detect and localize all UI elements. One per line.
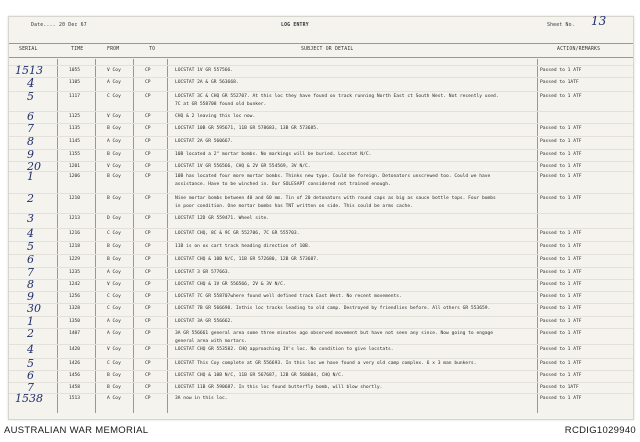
row-divider: [9, 358, 633, 359]
from-cell: B Coy: [107, 385, 121, 390]
serial-number: 8: [27, 135, 34, 148]
serial-number: 4: [27, 76, 35, 90]
action-cell: Passed to 1 ATF: [540, 396, 582, 401]
to-cell: CP: [145, 114, 151, 119]
serial-number: 6: [27, 369, 34, 382]
from-cell: A Coy: [107, 139, 121, 144]
col-subject: SUBJECT OR DETAIL: [301, 47, 354, 52]
from-cell: A Coy: [107, 396, 121, 401]
subject-cell-continued: in poor condition. One mortar bombs has TNT written on side. This could be arms cache.: [175, 204, 413, 209]
serial-number: 1538: [15, 392, 43, 405]
subject-cell: LOCSTAT 12D GR 559471. Wheel site.: [175, 216, 270, 221]
time-cell: 1242: [69, 282, 81, 287]
from-cell: A Coy: [107, 319, 121, 324]
date-label: Date....: [31, 23, 56, 28]
action-cell: Passed to 1 ATF: [540, 126, 582, 131]
serial-number: 5: [27, 357, 34, 370]
action-cell: Passed to 1ATF: [540, 385, 579, 390]
from-cell: C Coy: [107, 94, 121, 99]
from-cell: B Coy: [107, 174, 121, 179]
action-cell: Passed to 1 ATF: [540, 361, 582, 366]
subject-cell-continued: 7C at GR 558708 found old bunker.: [175, 102, 267, 107]
col-divider: [167, 59, 168, 413]
serial-number: 9: [27, 148, 34, 161]
row-divider: [9, 303, 633, 304]
subject-cell: LOCSTAT 3A GR 556662.: [175, 319, 234, 324]
to-cell: CP: [145, 216, 151, 221]
from-cell: B Coy: [107, 244, 121, 249]
time-cell: 1210: [69, 196, 81, 201]
subject-cell: LOCSTAT 1V GR 556566, CHQ & 2V GR 554569, 3V N/C.: [175, 164, 311, 169]
subject-cell-continued: assistance. Have to be winched in. Our SOLESAPT considered not trained enough.: [175, 182, 391, 187]
serial-number: 4: [27, 227, 34, 240]
from-cell: V Coy: [107, 282, 121, 287]
to-cell: CP: [145, 294, 151, 299]
action-cell: Passed to 1 ATF: [540, 373, 582, 378]
from-cell: C Coy: [107, 361, 121, 366]
serial-number: 5: [27, 90, 34, 103]
action-cell: Passed to 1 ATF: [540, 347, 582, 352]
time-cell: 1407: [69, 331, 81, 336]
subject-cell: LOCSTAT 7B GR 566698. Inthis loc tracks leading to old camp. Destroyed by friendlies before. All others GR 553659.: [175, 306, 491, 311]
time-cell: 1105: [69, 80, 81, 85]
subject-cell: LOCSTAT 2A & GR 563668.: [175, 80, 239, 85]
row-divider: [9, 213, 633, 214]
to-cell: CP: [145, 68, 151, 73]
serial-number: 30: [27, 302, 41, 315]
serial-number: 4: [27, 343, 34, 356]
to-cell: CP: [145, 152, 151, 157]
action-cell: Passed to 1 ATF: [540, 294, 582, 299]
action-cell: Passed to 1 ATF: [540, 319, 582, 324]
row-divider: [9, 123, 633, 124]
row-divider: [9, 393, 633, 394]
form-title: LOG ENTRY: [281, 23, 309, 28]
from-cell: B Coy: [107, 373, 121, 378]
from-cell: A Coy: [107, 331, 121, 336]
to-cell: CP: [145, 306, 151, 311]
subject-cell: 3A GR 556661 general area some three minutes ago observed movement but have not seen any since. Now going to engage: [175, 331, 494, 336]
to-cell: CP: [145, 80, 151, 85]
serial-number: 6: [27, 110, 34, 123]
time-cell: 1328: [69, 306, 81, 311]
to-cell: CP: [145, 331, 151, 336]
time-cell: 1125: [69, 114, 81, 119]
serial-number: 8: [27, 278, 34, 291]
subject-cell: LOCSTAT 7C GR 558707where found well defined track East West. No recent movements.: [175, 294, 402, 299]
action-cell: Passed to 1 ATF: [540, 257, 582, 262]
to-cell: CP: [145, 196, 151, 201]
from-cell: B Coy: [107, 196, 121, 201]
sheet-number: 13: [591, 14, 607, 28]
sheet-label: Sheet No.: [547, 23, 575, 28]
row-divider: [9, 111, 633, 112]
serial-number: 6: [27, 253, 34, 266]
serial-number: 7: [27, 266, 34, 279]
row-divider: [9, 344, 633, 345]
header-bottom-rule: [9, 57, 633, 58]
row-divider: [9, 136, 633, 137]
time-cell: 1213: [69, 216, 81, 221]
to-cell: CP: [145, 347, 151, 352]
to-cell: CP: [145, 396, 151, 401]
time-cell: 1218: [69, 244, 81, 249]
time-cell: 1206: [69, 174, 81, 179]
time-cell: 1229: [69, 257, 81, 262]
col-time: TIME: [71, 47, 84, 52]
time-cell: 1201: [69, 164, 81, 169]
row-divider: [9, 65, 633, 66]
row-divider: [9, 316, 633, 317]
footer-right: RCDIG1029940: [564, 425, 636, 436]
time-cell: 1458: [69, 385, 81, 390]
serial-number: 5: [27, 240, 34, 253]
row-divider: [9, 382, 633, 383]
subject-cell: LOCSTAT 11B GR 590687. In this loc found butterfly bomb, will blow shortly.: [175, 385, 383, 390]
serial-number: 20: [27, 160, 41, 173]
serial-number: 1: [27, 315, 34, 328]
subject-cell: LOCSTAT 3 GR 577663.: [175, 270, 231, 275]
row-divider: [9, 291, 633, 292]
subject-cell: 3A now in this loc.: [175, 396, 228, 401]
from-cell: C Coy: [107, 231, 121, 236]
subject-cell: 10B has located four more mortar bombs. Thinks new type. Could be foreign. Detonators unscrewed too. Could we have: [175, 174, 491, 179]
action-cell: Passed to 1 ATF: [540, 139, 582, 144]
subject-cell: LOCSTAT CHQ & 10B N/C, 11B GR 572680, 12B GR 573687.: [175, 257, 319, 262]
subject-cell: LOCSTAT This Coy complete at GR 556693. In this loc we have found a very old camp complex. 6 x 3 man bunkers.: [175, 361, 477, 366]
subject-cell: LOCSTAT 2A GR 560667.: [175, 139, 234, 144]
row-divider: [9, 254, 633, 255]
action-cell: Passed to 1 ATF: [540, 270, 582, 275]
action-cell: Passed to 1 ATF: [540, 331, 582, 336]
time-cell: 1256: [69, 294, 81, 299]
action-cell: Passed to 1 ATF: [540, 282, 582, 287]
to-cell: CP: [145, 282, 151, 287]
time-cell: 1055: [69, 68, 81, 73]
action-cell: Passed to 1 ATF: [540, 164, 582, 169]
action-cell: Passed to 1 ATF: [540, 244, 582, 249]
action-cell: Passed to 1 ATF: [540, 196, 582, 201]
from-cell: V Coy: [107, 114, 121, 119]
action-cell: Passed to 1 ATF: [540, 152, 582, 157]
to-cell: CP: [145, 257, 151, 262]
row-divider: [9, 267, 633, 268]
from-cell: A Coy: [107, 80, 121, 85]
from-cell: V Coy: [107, 68, 121, 73]
subject-cell: LOCSTAT 10B GR 595671, 11B GR 578683, 13B GR 573685.: [175, 126, 319, 131]
col-divider: [95, 59, 96, 413]
to-cell: CP: [145, 94, 151, 99]
date-value: 20 Dec 67: [59, 23, 87, 28]
from-cell: C Coy: [107, 306, 121, 311]
row-divider: [9, 149, 633, 150]
action-cell: Passed to 1 ATF: [540, 231, 582, 236]
subject-cell: LOCSTAT CHQ GR 553582. CHQ approaching IV's loc. No condition to give locstats.: [175, 347, 394, 352]
col-divider: [57, 59, 58, 413]
time-cell: 1420: [69, 347, 81, 352]
to-cell: CP: [145, 231, 151, 236]
time-cell: 1513: [69, 396, 81, 401]
col-divider: [133, 59, 134, 413]
to-cell: CP: [145, 244, 151, 249]
subject-cell: Nine mortar bombs between 40 and 60 mm. Tin of 20 detonators with round caps as big as sauce bottle tops. Four bombs: [175, 196, 496, 201]
subject-cell: LOCSTAT CHQ & 10B N/C, 11B GR 567687, 12B GR 568684, CHQ N/C.: [175, 373, 344, 378]
to-cell: CP: [145, 174, 151, 179]
time-cell: 1216: [69, 231, 81, 236]
action-cell: Passed to 1 ATF: [540, 306, 582, 311]
subject-cell: 11B is on ox cart track heading direction of 10B.: [175, 244, 311, 249]
to-cell: CP: [145, 373, 151, 378]
time-cell: 1235: [69, 270, 81, 275]
from-cell: D Coy: [107, 216, 121, 221]
row-divider: [9, 279, 633, 280]
header-top-rule: [9, 43, 633, 44]
row-divider: [9, 161, 633, 162]
row-divider: [9, 91, 633, 92]
action-cell: Passed to 1 ATF: [540, 68, 582, 73]
row-divider: [9, 328, 633, 329]
subject-cell: LOCSTAT CHQ & 1V GR 556566, 2V & 3V N/C.: [175, 282, 286, 287]
serial-number: 7: [27, 122, 34, 135]
to-cell: CP: [145, 164, 151, 169]
subject-cell: LOCSTAT 3C & CHQ GR 552707. At this loc they have found ox track running North East ct South West. Not recently used.: [175, 94, 499, 99]
action-cell: Passed to 1 ATF: [540, 174, 582, 179]
time-cell: 1350: [69, 319, 81, 324]
to-cell: CP: [145, 139, 151, 144]
col-action: ACTION/REMARKS: [557, 47, 601, 52]
from-cell: B Coy: [107, 126, 121, 131]
subject-cell: LOCSTAT CHQ, 8C & 9C GR 552706, 7C GR 555703.: [175, 231, 300, 236]
from-cell: V Coy: [107, 164, 121, 169]
serial-number: 7: [27, 381, 34, 394]
time-cell: 1426: [69, 361, 81, 366]
from-cell: B Coy: [107, 257, 121, 262]
subject-cell-continued: general area with mortars.: [175, 339, 247, 344]
time-cell: 1456: [69, 373, 81, 378]
from-cell: B Coy: [107, 152, 121, 157]
serial-number: 2: [27, 192, 34, 205]
col-to: TO: [149, 47, 156, 52]
col-serial: SERIAL: [19, 47, 38, 52]
row-divider: [9, 228, 633, 229]
row-divider: [9, 171, 633, 172]
subject-cell: CHQ & 2 leaving this loc now.: [175, 114, 256, 119]
serial-number: 1: [27, 170, 34, 183]
serial-number: 1513: [15, 64, 43, 77]
subject-cell: LOCSTAT 1V GR 557566.: [175, 68, 234, 73]
action-cell: Passed to 1ATF: [540, 80, 579, 85]
time-cell: 1117: [69, 94, 81, 99]
col-divider: [537, 59, 538, 413]
row-divider: [9, 370, 633, 371]
row-divider: [9, 77, 633, 78]
to-cell: CP: [145, 319, 151, 324]
to-cell: CP: [145, 385, 151, 390]
serial-number: 3: [27, 212, 34, 225]
to-cell: CP: [145, 126, 151, 131]
time-cell: 1145: [69, 139, 81, 144]
time-cell: 1135: [69, 126, 81, 131]
serial-number: 2: [27, 327, 34, 340]
serial-number: 9: [27, 290, 34, 303]
time-cell: 1155: [69, 152, 81, 157]
footer-left: AUSTRALIAN WAR MEMORIAL: [4, 425, 149, 436]
to-cell: CP: [145, 361, 151, 366]
log-sheet: [8, 16, 634, 420]
row-divider: [9, 241, 633, 242]
from-cell: A Coy: [107, 270, 121, 275]
to-cell: CP: [145, 270, 151, 275]
col-from: FROM: [107, 47, 120, 52]
from-cell: C Coy: [107, 294, 121, 299]
from-cell: V Coy: [107, 347, 121, 352]
action-cell: Passed to 1 ATF: [540, 94, 582, 99]
row-divider: [9, 193, 633, 194]
subject-cell: 10B located a 2" mortar bombs. No markings will be buried. Locstat N/C.: [175, 152, 372, 157]
